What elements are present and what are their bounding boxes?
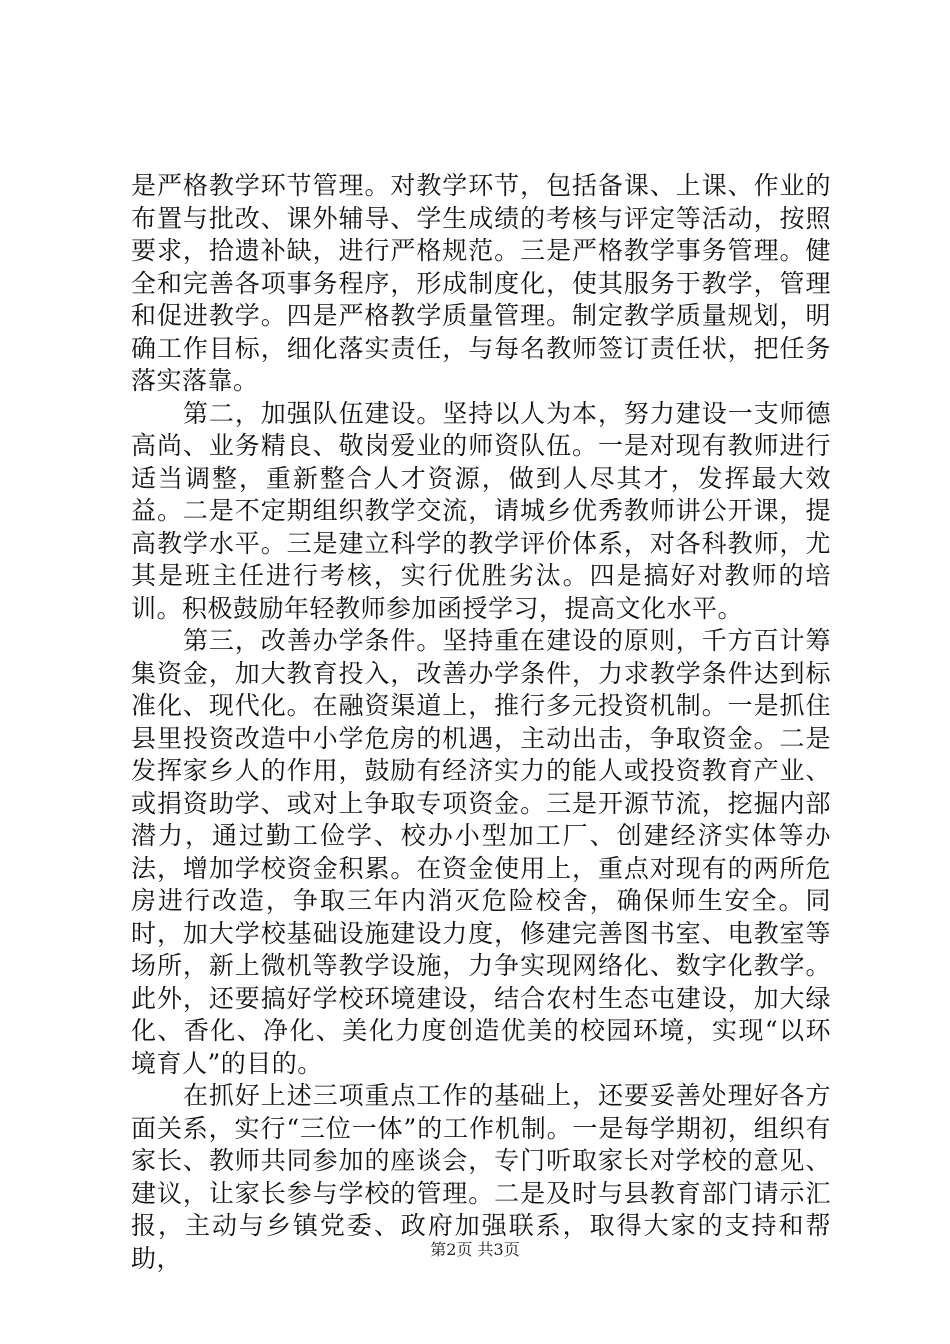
paragraph-3: 第三，改善办学条件。坚持重在建设的原则，千方百计筹集资金，加大教育投入，改善办学条件，力求教学条件达到标准化、现代化。在融资渠道上，推行多元投资机制。一是抓住县里投资改造中小学危房的机遇，主动出击，争取资金。二是发挥家乡人的作用，鼓励有经济实力的能人或投资教育产业、或捐资助学、或对上争取专项资金。三是开源节流，挖掘内部潜力，通过勤工俭学、校办小型加工厂、创建经济实体等办法，增加学校资金积累。在资金使用上，重点对现有的两所危房进行改造，争取三年内消灭危险校舍，确保师生安全。同时，加大学校基础设施建设力度，修建完善图书室、电教室等场所，新上微机等教学设施，力争实现网络化、数字化教学。此外，还要搞好学校环境建设，结合农村生态屯建设，加大绿化、香化、净化、美化力度创造优美的校园环境，实现“以环境育人”的目的。 [131, 626, 831, 1078]
document-body [131, 170, 831, 1275]
paragraph-2: 第二，加强队伍建设。坚持以人为本，努力建设一支师德高尚、业务精良、敬岗爱业的师资队伍。一是对现有教师进行适当调整，重新整合人才资源，做到人尽其才，发挥最大效益。二是不定期组织教学交流，请城乡优秀教师讲公开课，提高教学水平。三是建立科学的教学评价体系，对各科教师，尤其是班主任进行考核，实行优胜劣汰。四是搞好对教师的培训。积极鼓励年轻教师参加函授学习，提高文化水平。 [131, 398, 831, 623]
paragraph-4: 在抓好上述三项重点工作的基础上，还要妥善处理好各方面关系，实行“三位一体”的工作机制。一是每学期初，组织有家长、教师共同参加的座谈会，专门听取家长对学校的意见、建议，让家长参与学校的管理。二是及时与县教育部门请示汇报，主动与乡镇党委、政府加强联系，取得大家的支持和帮助， [131, 1081, 831, 1273]
page-number-footer: 第2页 共3页 [430, 1240, 520, 1259]
paragraph-1: 是严格教学环节管理。对教学环节，包括备课、上课、作业的布置与批改、课外辅导、学生成绩的考核与评定等活动，按照要求，拾遗补缺，进行严格规范。三是严格教学事务管理。健全和完善各项事务程序，形成制度化，使其服务于教学，管理和促进教学。四是严格教学质量管理。制定教学质量规划，明确工作目标，细化落实责任，与每名教师签订责任状，把任务落实落靠。 [131, 171, 831, 395]
